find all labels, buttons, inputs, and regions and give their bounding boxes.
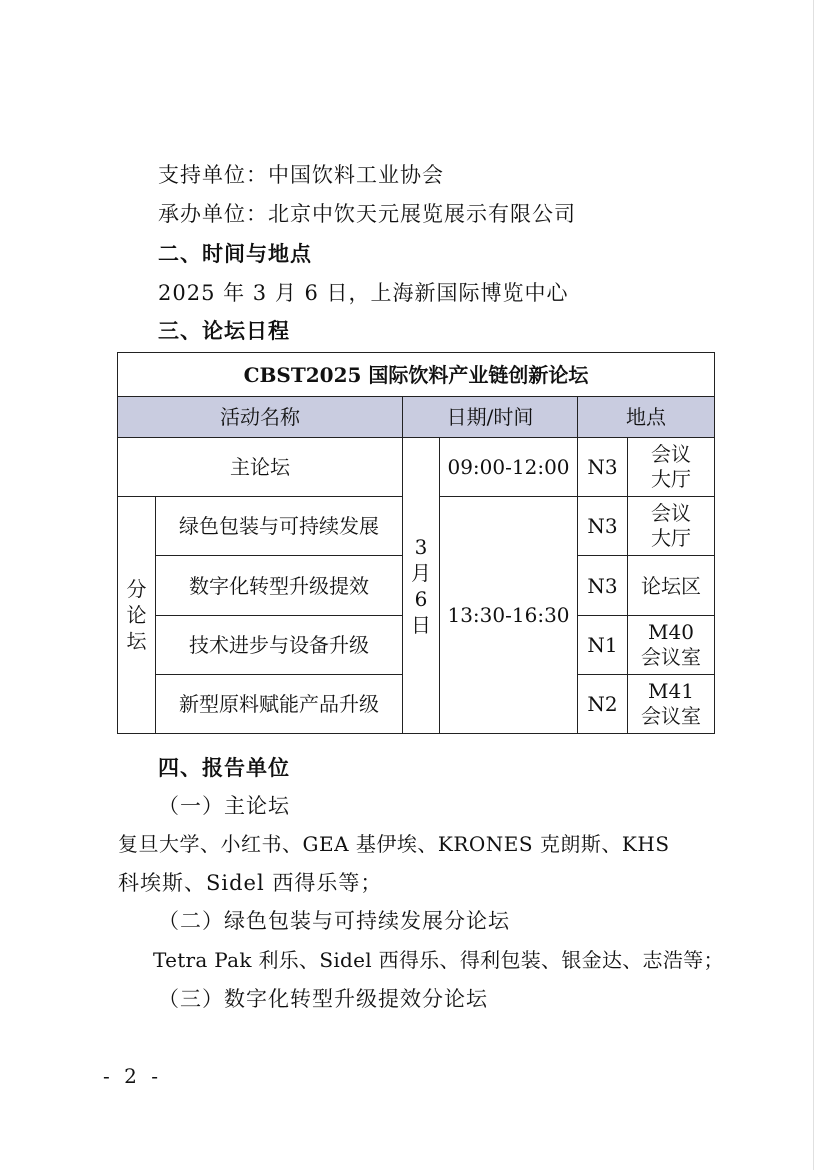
page-number: - 2 - bbox=[103, 1064, 162, 1088]
section3-heading: 三、论坛日程 bbox=[158, 319, 290, 343]
main-forum-hall: N3 bbox=[577, 437, 627, 496]
sub-forum-name: 数字化转型升级提效 bbox=[155, 555, 402, 615]
table-title: CBST2025 国际饮料产业链创新论坛 bbox=[243, 362, 589, 387]
main-forum-name: 主论坛 bbox=[118, 437, 402, 496]
sub-forum-room bbox=[627, 674, 714, 733]
sub-forum-hall: N2 bbox=[577, 674, 627, 733]
sub1-line1: 复旦大学、小红书、GEA 基伊埃、KRONES 克朗斯、KHS bbox=[118, 832, 670, 856]
room-line: 大厅 bbox=[651, 467, 691, 491]
sub1-title: （一）主论坛 bbox=[158, 794, 290, 818]
sub-forum-name: 新型原料赋能产品升级 bbox=[155, 674, 402, 733]
section2-heading: 二、时间与地点 bbox=[158, 242, 312, 266]
room-line: 会议室 bbox=[641, 645, 701, 669]
forum-schedule-table bbox=[117, 352, 715, 734]
sub-forum-hall: N1 bbox=[577, 615, 627, 674]
scan-edge-line bbox=[813, 0, 814, 1170]
room-line: M40 bbox=[648, 620, 694, 644]
sub-forum-char: 论 bbox=[126, 603, 147, 627]
time-location-text: 2025 年 3 月 6 日，上海新国际博览中心 bbox=[158, 281, 569, 305]
support-unit: 支持单位：中国饮料工业协会 bbox=[158, 163, 444, 187]
sub2-line: Tetra Pak 利乐、Sidel 西得乐、得利包装、银金达、志浩等； bbox=[153, 948, 724, 972]
sub-forum-name: 技术进步与设备升级 bbox=[155, 615, 402, 674]
section4-heading: 四、报告单位 bbox=[158, 756, 290, 780]
organizer-unit: 承办单位：北京中饮天元展览展示有限公司 bbox=[158, 202, 576, 226]
sub-forum-hall: N3 bbox=[577, 496, 627, 555]
sub-forum-hall: N3 bbox=[577, 555, 627, 615]
sub-forum-label bbox=[118, 496, 155, 733]
sub-forum-room bbox=[627, 496, 714, 555]
afternoon-time: 13:30-16:30 bbox=[439, 496, 577, 733]
header-location: 地点 bbox=[577, 396, 714, 437]
room-line: 大厅 bbox=[651, 526, 691, 550]
date-cell bbox=[402, 437, 439, 733]
sub-forum-room: 论坛区 bbox=[627, 555, 714, 615]
main-forum-time: 09:00-12:00 bbox=[439, 437, 577, 496]
sub-forum-room bbox=[627, 615, 714, 674]
main-forum-room bbox=[627, 437, 714, 496]
header-activity: 活动名称 bbox=[118, 396, 402, 437]
room-line: 会议 bbox=[651, 501, 691, 525]
sub-forum-char: 分 bbox=[126, 577, 147, 601]
date-char: 3 bbox=[414, 534, 428, 559]
room-line: 会议 bbox=[651, 442, 691, 466]
sub1-line2: 科埃斯、Sidel 西得乐等； bbox=[118, 871, 383, 895]
date-char: 日 bbox=[411, 612, 431, 637]
sub-forum-char: 坛 bbox=[126, 629, 147, 653]
room-line: M41 bbox=[648, 679, 694, 703]
header-datetime: 日期/时间 bbox=[402, 396, 577, 437]
sub-forum-name: 绿色包装与可持续发展 bbox=[155, 496, 402, 555]
date-char: 6 bbox=[414, 586, 428, 611]
sub2-title: （二）绿色包装与可持续发展分论坛 bbox=[158, 909, 510, 933]
sub3-title: （三）数字化转型升级提效分论坛 bbox=[158, 987, 488, 1011]
date-char: 月 bbox=[411, 560, 431, 585]
room-line: 会议室 bbox=[641, 704, 701, 728]
